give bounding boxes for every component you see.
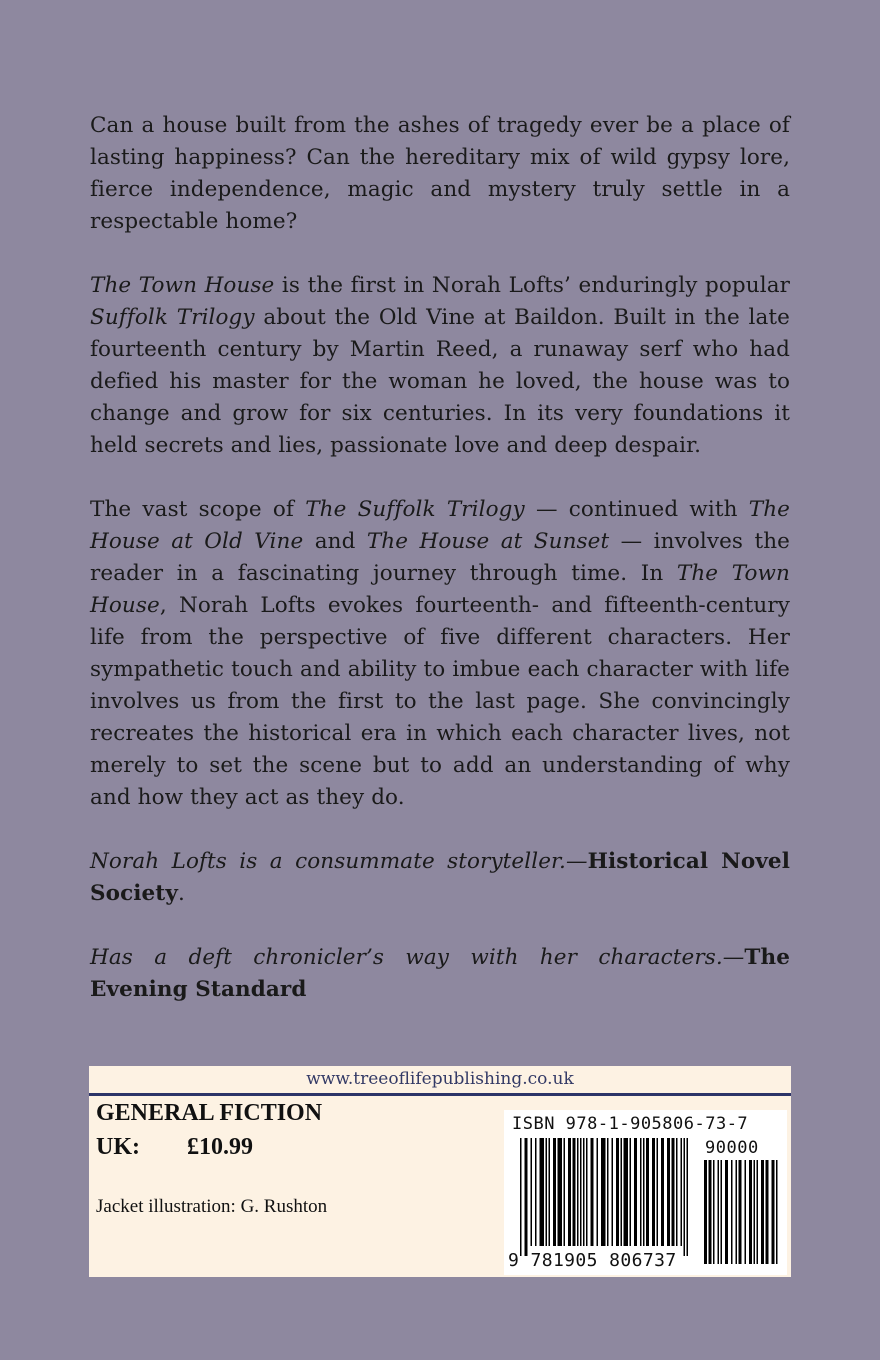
barcode-bar <box>672 1138 675 1246</box>
barcode-bar <box>597 1138 599 1246</box>
barcode-bar <box>713 1160 715 1264</box>
barcode-bar <box>640 1138 642 1246</box>
price-value: £10.99 <box>187 1134 253 1160</box>
blurb-paragraph-2: The Town House is the first in Norah Lofts’ enduringly popular Suffolk Trilogy about the Old Vine at Baildon. Built in the late fourteenth century by Martin Reed, a runaway serf who had defied his master for the woman he loved, the house was to change and grow for six centuries. In its very foundations it held secrets and lies, passionate love and deep despair. <box>90 273 790 458</box>
barcode-bar <box>583 1138 585 1246</box>
barcode-bar <box>601 1138 606 1246</box>
barcode-bar <box>535 1138 537 1246</box>
isbn-text: ISBN 978-1-905806-73-7 <box>512 1114 749 1134</box>
barcode-bar <box>646 1138 649 1246</box>
barcode-bar <box>681 1138 683 1246</box>
series-title: The Suffolk Trilogy <box>305 497 525 522</box>
barcode-bar <box>687 1138 689 1256</box>
barcode-bar <box>725 1160 728 1264</box>
barcode-bar <box>591 1138 594 1246</box>
barcode-bar <box>684 1138 686 1256</box>
barcode-bar <box>564 1138 566 1246</box>
barcode-bar <box>612 1138 614 1246</box>
blurb-paragraph-1: Can a house built from the ashes of tragedy ever be a place of lasting happiness? Can the hereditary mix of wild gypsy lore, fierce independence, magic and mystery truly settle in a respectable home? <box>90 113 790 234</box>
illustration-credit: Jacket illustration: G. Rushton <box>96 1196 328 1217</box>
barcode-bar <box>652 1138 655 1246</box>
book-title: The Town House <box>90 561 790 618</box>
barcode-bar <box>776 1160 778 1264</box>
barcode-bar <box>766 1160 769 1264</box>
barcode-bar <box>736 1160 738 1264</box>
barcode-bar <box>540 1138 545 1246</box>
barcode-bar <box>709 1160 712 1264</box>
barcode-bar <box>577 1138 579 1246</box>
barcode-bar <box>667 1138 670 1246</box>
publisher-url[interactable]: www.treeoflifepublishing.co.uk <box>306 1069 574 1089</box>
barcode-bar <box>607 1138 609 1246</box>
barcode-human-readable: 9 781905 806737 <box>508 1250 677 1271</box>
barcode-bar <box>621 1138 623 1246</box>
book-title: The Town House <box>90 273 275 298</box>
barcode-bar <box>754 1160 756 1264</box>
barcode-bar <box>772 1160 775 1264</box>
blurb-paragraph-3: The vast scope of The Suffolk Trilogy — continued with The House at Old Vine and The House at Sunset — involves the reader in a fascinating journey through time. In The Town House, Norah Lofts evokes fourteenth- and fifteenth-century life from the perspective of five different characters. Her sympathetic touch and ability to imbue each character with life involves us from the first to the last page. She convincingly recreates the historical era in which each character lives, not merely to set the scene but to add an understanding of why and how they act as they do. <box>90 497 791 810</box>
barcode-addon-digits: 90000 <box>705 1138 759 1158</box>
barcode-bar <box>553 1138 556 1246</box>
panel-divider <box>89 1093 791 1096</box>
barcode-bar <box>568 1138 571 1246</box>
barcode-bar <box>761 1160 764 1264</box>
barcode-bar <box>586 1138 588 1246</box>
barcode-bar <box>731 1160 733 1264</box>
book-title: The House at Old Vine <box>90 497 791 554</box>
barcode-bar <box>749 1160 752 1264</box>
barcode-bar <box>634 1138 637 1246</box>
price-row <box>96 1134 253 1161</box>
barcode-bar <box>580 1138 582 1246</box>
barcode-bar <box>757 1160 759 1264</box>
barcode-bar <box>745 1160 747 1264</box>
barcode-bar <box>520 1138 522 1256</box>
barcode-bar <box>676 1138 678 1246</box>
review-source: The Evening Standard <box>90 945 790 1002</box>
barcode-bar <box>630 1138 632 1246</box>
barcode-bar <box>573 1138 576 1246</box>
barcode-bar <box>531 1138 533 1246</box>
review-quote-1: Norah Lofts is a consummate storyteller.—Historical Novel Society. <box>90 849 790 906</box>
barcode-bar <box>624 1138 629 1246</box>
barcode-bar <box>739 1160 742 1264</box>
publisher-panel <box>89 1066 791 1277</box>
barcode-bar <box>721 1160 723 1264</box>
barcode-bar <box>704 1160 707 1264</box>
series-title: Suffolk Trilogy <box>90 305 255 330</box>
barcode-bar <box>546 1138 548 1246</box>
book-title: The House at Sunset <box>366 529 610 554</box>
barcode-bar <box>643 1138 645 1246</box>
barcode <box>504 1110 787 1275</box>
review-source: Historical Novel Society <box>90 849 790 906</box>
barcode-bar <box>558 1138 563 1246</box>
barcode-bar <box>525 1138 528 1256</box>
barcode-bar <box>661 1138 664 1246</box>
barcode-bar <box>718 1160 720 1264</box>
review-quote-2: Has a deft chronicler’s way with her characters.—The Evening Standard <box>90 945 790 1002</box>
blurb-text <box>90 110 790 1038</box>
barcode-bar <box>657 1138 659 1246</box>
barcode-bar <box>549 1138 551 1246</box>
genre-label: GENERAL FICTION <box>96 1100 323 1126</box>
price-label: UK: <box>96 1134 140 1160</box>
barcode-bar <box>616 1138 619 1246</box>
